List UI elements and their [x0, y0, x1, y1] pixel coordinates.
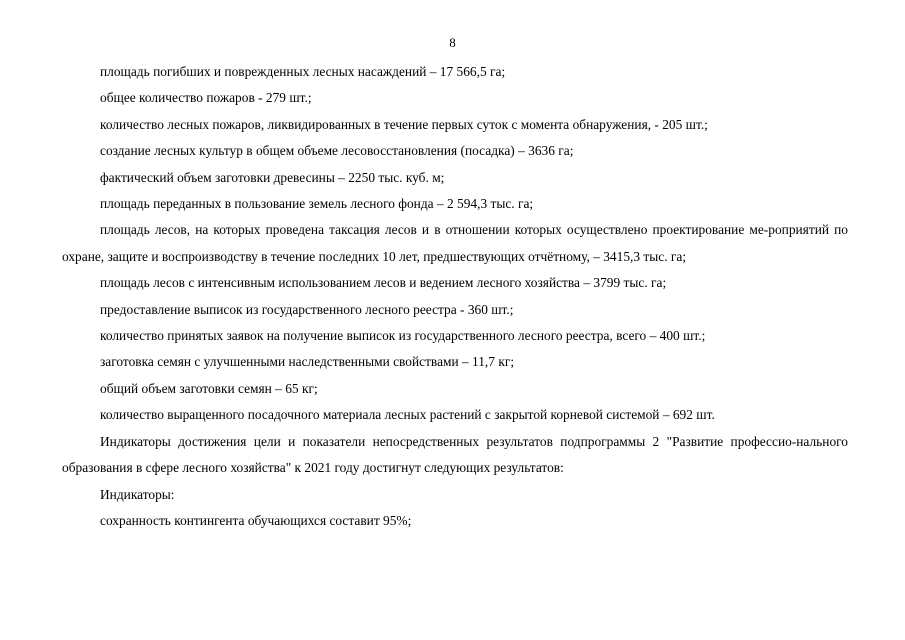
- paragraph-forest-inventory-area: площадь лесов, на которых проведена таксация лесов и в отношении которых осуществлено проектирование ме-роприятий по охране, защите и воспроизводству в течение последних 10 лет, предшествующих отчётному, – 3415,3 тыс. га;: [62, 222, 848, 264]
- paragraph-intensive-forest-use: площадь лесов с интенсивным использованием лесов и ведением лесного хозяйства – 3799 тыс. га;: [100, 275, 667, 291]
- paragraph-forest-cultures-planting: создание лесных культур в общем объеме лесовосстановления (посадка) – 3636 га;: [100, 143, 574, 159]
- paragraph-registry-extracts-provided: предоставление выписок из государственного лесного реестра - 360 шт.;: [100, 301, 514, 317]
- paragraph-improved-seeds-harvest: заготовка семян с улучшенными наследственными свойствами – 11,7 кг;: [100, 354, 515, 370]
- document-body: [62, 59, 848, 534]
- paragraph-total-fires: общее количество пожаров - 279 шт.;: [100, 90, 312, 106]
- paragraph-registry-extract-requests: количество принятых заявок на получение выписок из государственного лесного реестра, всего – 400 шт.;: [100, 328, 706, 344]
- paragraph-fires-extinguished-first-day: количество лесных пожаров, ликвидированных в течение первых суток с момента обнаружения, - 205 шт.;: [100, 116, 708, 132]
- paragraph-timber-harvest-volume: фактический объем заготовки древесины – 2250 тыс. куб. м;: [100, 169, 445, 185]
- page-number: 8: [449, 35, 456, 50]
- paragraph-student-retention: сохранность контингента обучающихся составит 95%;: [100, 512, 412, 528]
- paragraph-seedlings-closed-root: количество выращенного посадочного материала лесных растений с закрытой корневой системой – 692 шт.: [100, 407, 715, 423]
- paragraph-forest-land-in-use: площадь переданных в пользование земель лесного фонда – 2 594,3 тыс. га;: [100, 196, 534, 212]
- paragraph-total-seeds-harvest: общий объем заготовки семян – 65 кг;: [100, 380, 318, 396]
- paragraph-indicators-heading: Индикаторы:: [100, 486, 175, 502]
- paragraph-dead-damaged-forest-area: площадь погибших и поврежденных лесных насаждений – 17 566,5 га;: [100, 64, 506, 79]
- paragraph-subprogram-2-indicators: Индикаторы достижения цели и показатели непосредственных результатов подпрограммы 2 "Развитие профессио-нального образования в сфере лесного хозяйства" к 2021 году достигнут следующих результатов:: [62, 433, 848, 476]
